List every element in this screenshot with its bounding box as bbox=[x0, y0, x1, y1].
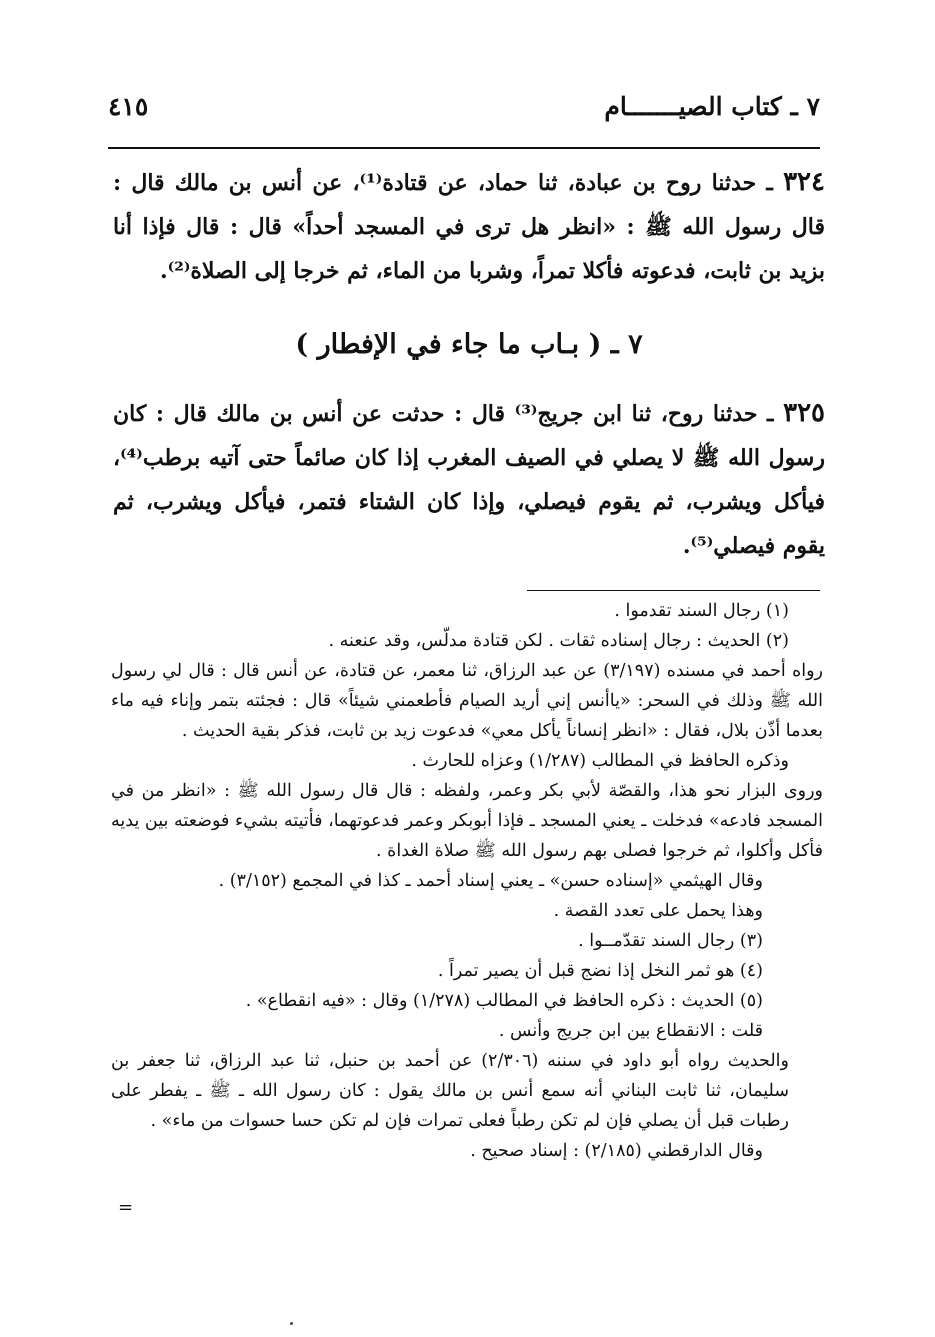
page-number: ٤١٥ bbox=[108, 92, 149, 121]
hadith-324 bbox=[113, 160, 825, 293]
chapter-heading: ٧ ـ ( بـاب ما جاء في الإفطار ) bbox=[295, 329, 643, 360]
scan-speck bbox=[290, 1322, 293, 1325]
main-text bbox=[113, 160, 825, 568]
footnote-2-body: رواه أحمد في مسنده (٣/١٩٧) عن عبد الرزاق، ثنا معمر، عن قتادة، عن أنس قال : قال لي رسول الله ﷺ وذلك في السحر: «ياأنس إني أريد الصيام فأطعمني شيئاً» قال : فجئته بتمر وإناء فيه ماء بعدما أذّن بلال، فقال : «انظر إنساناً يأكل معي» فدعوت زيد بن ثابت، فذكر بقية الحديث . bbox=[111, 661, 823, 741]
footnote-2-body: وروى البزار نحو هذا، والقصّة لأبي بكر وعمر، ولفظه : قال قال رسول الله ﷺ : «انظر من في المسجد فادعه» فدخلت ـ يعني المسجد ـ فإذا أبوبكر وعمر فدعوتهما، فأتيته بشيء فوضعته بين يديه فأكل وأكلوا، ثم خرجوا فصلى بهم رسول الله ﷺ صلاة الغداة . bbox=[111, 781, 823, 861]
footnote-5-body: والحديث رواه أبو داود في سننه (٢/٣٠٦) عن أحمد بن حنبل، ثنا عبد الرزاق، ثنا جعفر بن سليمان، ثنا ثابت البناني أنه سمع أنس بن مالك يقول : كان رسول الله ـ ﷺ ـ يفطر على رطبات قبل أن يصلي فإن لم تكن رطباً فعلى تمرات فإن لم تكن حسا حسوات من ماء» . bbox=[111, 1051, 789, 1131]
running-title: ٧ ـ كتاب الصيـــــــام bbox=[604, 92, 820, 121]
footnote-2-body: وقال الهيثمي «إسناده حسن» ـ يعني إسناد أحمد ـ كذا في المجمع (٣/١٥٢) . bbox=[218, 871, 763, 891]
footnote-5: (٥) الحديث : ذكره الحافظ في المطالب (١/٢٧٨) وقال : «فيه انقطاع» . bbox=[245, 991, 763, 1011]
footnotes bbox=[111, 596, 823, 1166]
footnote-2-body: وهذا يحمل على تعدد القصة . bbox=[553, 901, 763, 921]
page-header bbox=[108, 92, 820, 132]
footnote-2-body: وذكره الحافظ في المطالب (١/٢٨٧) وعزاه للحارث . bbox=[411, 751, 789, 771]
header-rule bbox=[108, 147, 820, 149]
hadith-number: ٣٢٥ bbox=[783, 398, 826, 428]
footnote-3: (٣) رجال السند تقدّمــوا . bbox=[578, 931, 763, 951]
continuation-mark: = bbox=[118, 1197, 134, 1218]
footnote-rule bbox=[527, 590, 820, 591]
hadith-text: ـ حدثنا روح، ثنا ابن جريج⁽³⁾ قال : حدثت عن أنس بن مالك قال : كان رسول الله ﷺ لا يصلي في الصيف المغرب إذا كان صائماً حتى آتيه برطب⁽⁴⁾، فيأكل ويشرب، ثم يقوم فيصلي، وإذا كان الشتاء فتمر، فيأكل ويشرب، ثم يقوم فيصلي⁽⁵⁾. bbox=[113, 401, 825, 559]
hadith-text: ـ حدثنا روح بن عبادة، ثنا حماد، عن قتادة⁽¹⁾، عن أنس بن مالك قال : قال رسول الله ﷺ : «انظر هل ترى في المسجد أحداً» قال : قال فإذا أنا بزيد بن ثابت، فدعوته فأكلا تمراً، وشربا من الماء، ثم خرجا إلى الصلاة⁽²⁾. bbox=[113, 170, 825, 284]
hadith-number: ٣٢٤ bbox=[783, 167, 825, 197]
hadith-325 bbox=[113, 391, 825, 568]
footnote-2: (٢) الحديث : رجال إسناده ثقات . لكن قتادة مدلّس، وقد عنعنه . bbox=[328, 631, 789, 651]
footnote-1: (١) رجال السند تقدموا . bbox=[614, 601, 789, 621]
footnote-4: (٤) هو ثمر النخل إذا نضج قبل أن يصير تمراً . bbox=[437, 961, 763, 981]
footnote-5-body: قلت : الانقطاع بين ابن جريج وأنس . bbox=[498, 1021, 763, 1041]
footnote-5-body: وقال الدارقطني (٢/١٨٥) : إسناد صحيح . bbox=[470, 1141, 763, 1161]
